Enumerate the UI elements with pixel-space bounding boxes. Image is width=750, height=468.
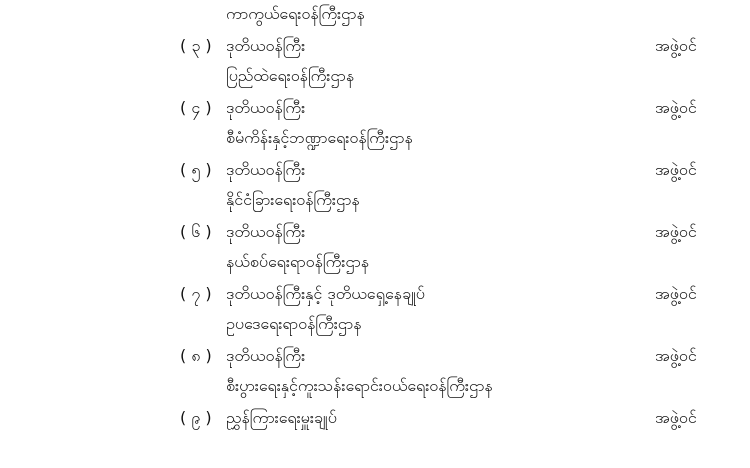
entry-ministry: ဥပဒေရေးရာဝန်ကြီးဌာန [226, 314, 362, 333]
member-entry-3 [0, 26, 750, 88]
entry-ministry: စီမံကိန်းနှင့်ဘဏ္ဍာရေးဝန်ကြီးဌာန [226, 128, 413, 147]
entry-title: ဒုတိယဝန်ကြီးနှင့် ဒုတိယရှေ့နေချုပ် [226, 284, 425, 303]
entry-role: အဖွဲ့ဝင် [655, 98, 697, 117]
entry-ministry: ပြည်ထဲရေးဝန်ကြီးဌာန [226, 66, 355, 85]
entry-title: ဒုတိယဝန်ကြီး [226, 98, 306, 117]
entry-ministry: နယ်စပ်ရေးရာဝန်ကြီးဌာန [226, 252, 370, 271]
member-entry-6 [0, 212, 750, 274]
entry-role: အဖွဲ့ဝင် [655, 346, 697, 365]
entry-role: အဖွဲ့ဝင် [655, 222, 697, 241]
entry-role: အဖွဲ့ဝင် [655, 284, 697, 303]
entry-title: ဒုတိယဝန်ကြီး [226, 222, 306, 241]
entry-number: ( ၄ ) [180, 98, 212, 117]
entry-role: အဖွဲ့ဝင် [655, 36, 697, 55]
entry-ministry: စီးပွားရေးနှင့်ကူးသန်းရောင်းဝယ်ရေးဝန်ကြီးဌာန [226, 376, 493, 395]
entry-number: ( ၅ ) [180, 160, 212, 179]
entry-number: ( ၈ ) [180, 346, 212, 365]
member-entry-5 [0, 150, 750, 212]
entry-role: အဖွဲ့ဝင် [655, 160, 697, 179]
entry-number: ( ၃ ) [180, 36, 212, 55]
member-entry-8 [0, 336, 750, 398]
member-entry-9 [0, 398, 750, 460]
entry-ministry: ကာကွယ်ရေးဝန်ကြီးဌာန [226, 4, 365, 23]
member-entry-4 [0, 88, 750, 150]
entry-role: အဖွဲ့ဝင် [655, 408, 697, 427]
entry-number: ( ၇ ) [180, 284, 212, 303]
entry-title: ဒုတိယဝန်ကြီး [226, 36, 306, 55]
entry-title: ဒုတိယဝန်ကြီး [226, 346, 306, 365]
entry-title: ဒုတိယဝန်ကြီး [226, 160, 306, 179]
entry-number: ( ၉ ) [180, 408, 212, 427]
member-entry-7 [0, 274, 750, 336]
entry-title: ညွှန်ကြားရေးမှူးချုပ် [226, 408, 337, 427]
entry-ministry: နိုင်ငံခြားရေးဝန်ကြီးဌာန [226, 190, 360, 209]
entry-number: ( ၆ ) [180, 222, 212, 241]
member-entry-2 [0, 0, 750, 26]
